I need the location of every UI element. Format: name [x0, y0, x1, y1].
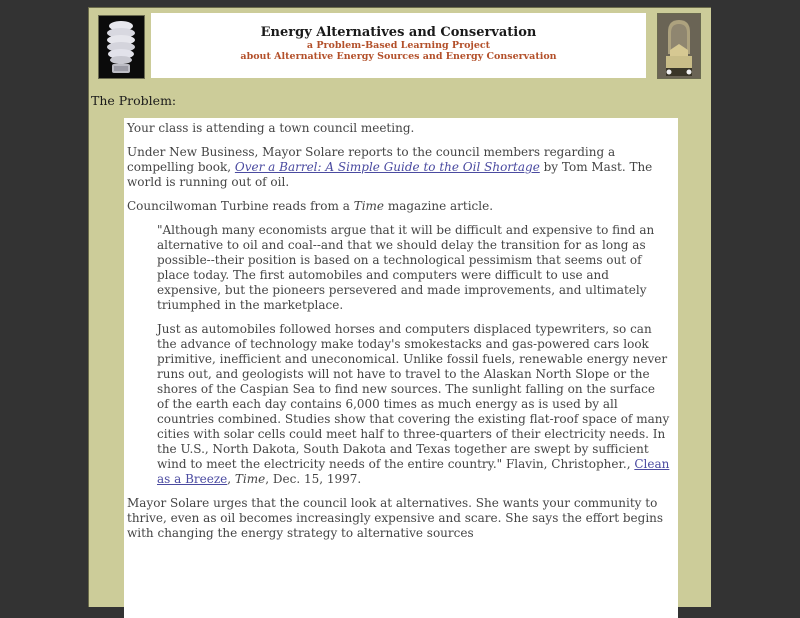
paragraph-new-business: [127, 145, 670, 190]
led-bulb-icon: [658, 14, 700, 78]
led-bulb-image: [657, 13, 701, 79]
cfl-lightbulb-image: [98, 15, 145, 79]
paragraph-text: Councilwoman Turbine reads from a: [127, 199, 354, 213]
book-link[interactable]: Over a Barrel: A Simple Guide to the Oil Shortage: [234, 160, 540, 174]
lightbulb-icon: [99, 16, 144, 78]
paragraph-text: by Tom Mast. The world is running out of oil.: [127, 160, 653, 189]
article-quote: [157, 223, 670, 487]
quote-paragraph-1: "Although many economists argue that it will be difficult and expensive to find an alternative to oil and coal--and that we should delay the transition for as long as possible--their position is based on a technological pessimism that seems out of place today. The first automobiles and computers were difficult to use and expensive, but the pioneers persevered and made improvements, and ultimately triumphed in the marketplace.: [157, 223, 655, 312]
problem-content: [124, 118, 678, 618]
paragraph-text: Under New Business, Mayor Solare reports to the council members regarding a compelling book,: [127, 145, 616, 174]
citation-date: , Dec. 15, 1997.: [265, 472, 362, 486]
paragraph-mayor-urges: Mayor Solare urges that the council look at alternatives. She wants your community to thrive, even as oil becomes increasingly expensive and scare. She says the effort begins with changing the energy strategy to alternative sources: [127, 496, 664, 540]
header-banner: [151, 13, 646, 78]
magazine-title: Time: [353, 199, 385, 213]
section-heading: The Problem:: [91, 93, 177, 108]
site-subtitle-line2: about Alternative Energy Sources and Energy Conservation: [240, 51, 557, 62]
paragraph-councilwoman: [127, 199, 670, 214]
site-title: Energy Alternatives and Conservation: [260, 25, 537, 40]
paragraph-text: magazine article.: [384, 199, 494, 213]
site-subtitle-line1: a Problem-Based Learning Project: [306, 40, 491, 51]
separator: ,: [227, 472, 235, 486]
paragraph-intro: Your class is attending a town council meeting.: [127, 121, 415, 135]
quote-text: Just as automobiles followed horses and computers displaced typewriters, so can the advance of technology make today's smokestacks and gas-powered cars look primitive, inefficient and uneconomical. Unlike fossil fuels, renewable energy never runs out, and geologists will not have to travel to the Alaskan North Slope or the shores of the Caspian Sea to find new sources. The sunlight falling on the surface of the earth each day contains 6,000 times as much energy as is used by all countries combined. Studies show that covering the existing flat-roof space of many cities with solar cells could meet half to three-quarters of their electricity needs. In the U.S., North Dakota, South Dakota and Texas together are swept by sufficient wind to meet the electricity needs of the entire country." Flavin, Christopher.,: [157, 322, 670, 471]
article-link[interactable]: Clean as a Breeze: [157, 457, 670, 486]
quote-paragraph-2: [157, 322, 670, 487]
magazine-title: Time: [234, 472, 266, 486]
page-panel: [88, 7, 711, 607]
